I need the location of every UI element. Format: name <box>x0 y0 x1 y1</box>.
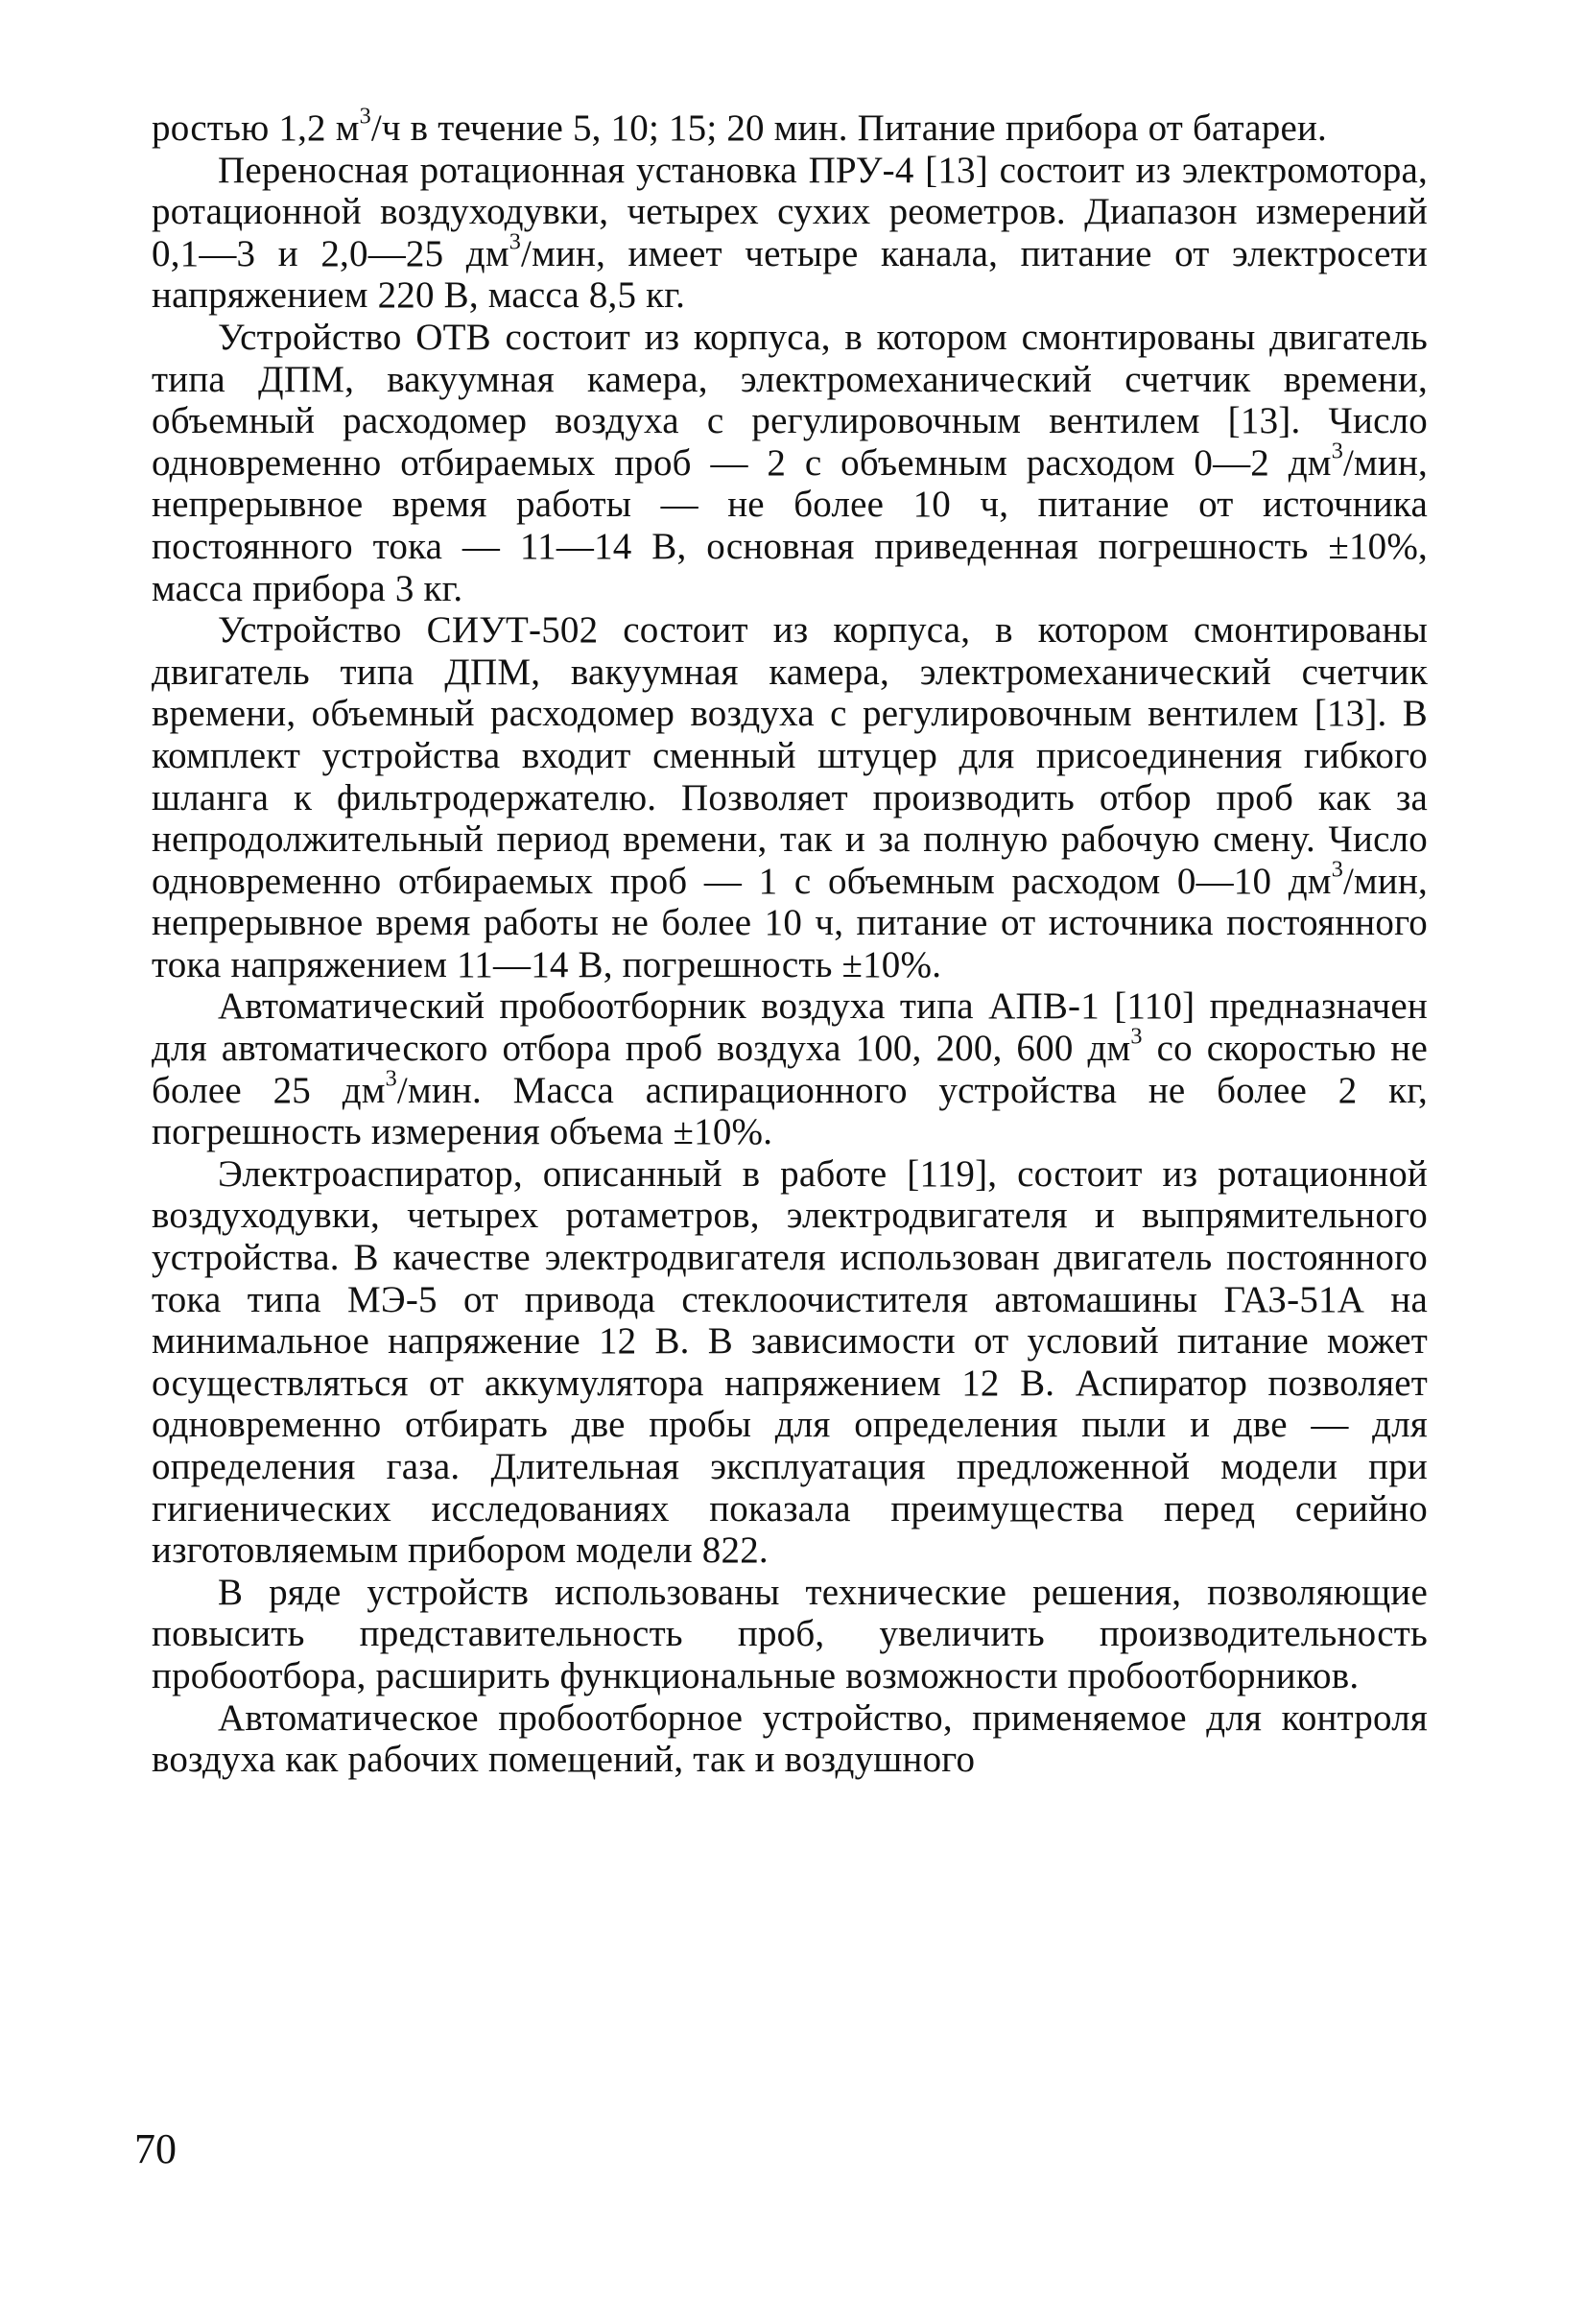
paragraph-3 <box>152 317 1428 609</box>
paragraph-text: ростью 1,2 м <box>152 107 360 149</box>
paragraph-5 <box>152 985 1428 1152</box>
superscript: 3 <box>385 1065 397 1092</box>
paragraph-text: Переносная ротационная установка ПРУ-4 [13] состоит из электромотора, ротационной воздуходувки, четырех сухих реометров. Диапазон измерений 0,1—3 и 2,0—25 дм <box>152 149 1428 274</box>
paragraph-text: /мин, имеет четыре канала, питание от электросети напряжением 220 В, масса 8,5 кг. <box>152 232 1428 317</box>
paragraph-text: /мин, непрерывное время работы — не более 10 ч, питание от источника постоянного тока — 11—14 В, основная приведенная погрешность ±10%, масса прибора 3 кг. <box>152 441 1428 609</box>
page-number: 70 <box>134 2125 177 2172</box>
superscript: 3 <box>509 228 522 255</box>
page-body <box>152 103 1429 1781</box>
paragraph-text: Автоматический пробоотборник воздуха типа АПВ-1 [110] предназначен для автоматического отбора проб воздуха 100, 200, 600 дм <box>152 985 1428 1070</box>
paragraph-4 <box>152 609 1428 985</box>
paragraph-6 <box>152 1153 1428 1572</box>
superscript: 3 <box>1331 438 1343 464</box>
paragraph-text: В ряде устройств использованы технические решения, позволяющие повысить представительность проб, увеличить производительность пробоотбора, расширить функциональные возможности пробоотборников. <box>152 1571 1428 1696</box>
superscript: 3 <box>1331 856 1343 883</box>
paragraph-8 <box>152 1697 1428 1781</box>
paragraph-text: Устройство СИУТ-502 состоит из корпуса, в котором смонтированы двигатель типа ДПМ, вакуумная камера, электромеханический счетчик времени, объемный расходомер воздуха с регулировочным вентилем [13]. В комплект устройства входит сменный штуцер для присоединения гибкого шланга к фильтродержателю. Позволяет производить отбор проб как за непродолжительный период времени, так и за полную рабочую смену. Число одновременно отбираемых проб — 1 с объемным расходом 0—10 дм <box>152 609 1428 902</box>
paragraph-text: со скоростью не более 25 дм <box>152 1028 1429 1111</box>
paragraph-text: Устройство ОТВ состоит из корпуса, в котором смонтированы двигатель типа ДПМ, вакуумная камера, электромеханический счетчик времени, объемный расходомер воздуха с регулировочным вентилем [13]. Число одновременно отбираемых проб — 2 с объемным расходом 0—2 дм <box>152 316 1428 484</box>
superscript: 3 <box>359 103 371 130</box>
paragraph-1 <box>152 103 1428 150</box>
superscript: 3 <box>1130 1023 1143 1050</box>
paragraph-text: /мин. Масса аспирационного устройства не более 2 кг, погрешность измерения объема ±10%. <box>152 1069 1428 1153</box>
paragraph-7 <box>152 1572 1428 1697</box>
paragraph-text: /ч в течение 5, 10; 15; 20 мин. Питание прибора от батареи. <box>370 107 1327 149</box>
paragraph-2 <box>152 150 1428 317</box>
paragraph-text: Автоматическое пробоотборное устройство, применяемое для контроля воздуха как рабочих помещений, так и воздушного <box>152 1696 1428 1781</box>
paragraph-text: Электроаспиратор, описанный в работе [119], состоит из ротационной воздуходувки, четырех ротаметров, электродвигателя и выпрямительного устройства. В качестве электродвигателя использован двигатель постоянного тока типа МЭ-5 от привода стеклоочистителя автомашины ГАЗ-51А на минимальное напряжение 12 В. В зависимости от условий питание может осуществляться от аккумулятора напряжением 12 В. Аспиратор позволяет одновременно отбирать две пробы для определения пыли и две — для определения газа. Длительная эксплуатация предложенной модели при гигиенических исследованиях показала преимущества перед серийно изготовляемым прибором модели 822. <box>152 1152 1428 1572</box>
paragraph-text: /мин, непрерывное время работы не более 10 ч, питание от источника постоянного тока напряжением 11—14 В, погрешность ±10%. <box>152 860 1428 985</box>
